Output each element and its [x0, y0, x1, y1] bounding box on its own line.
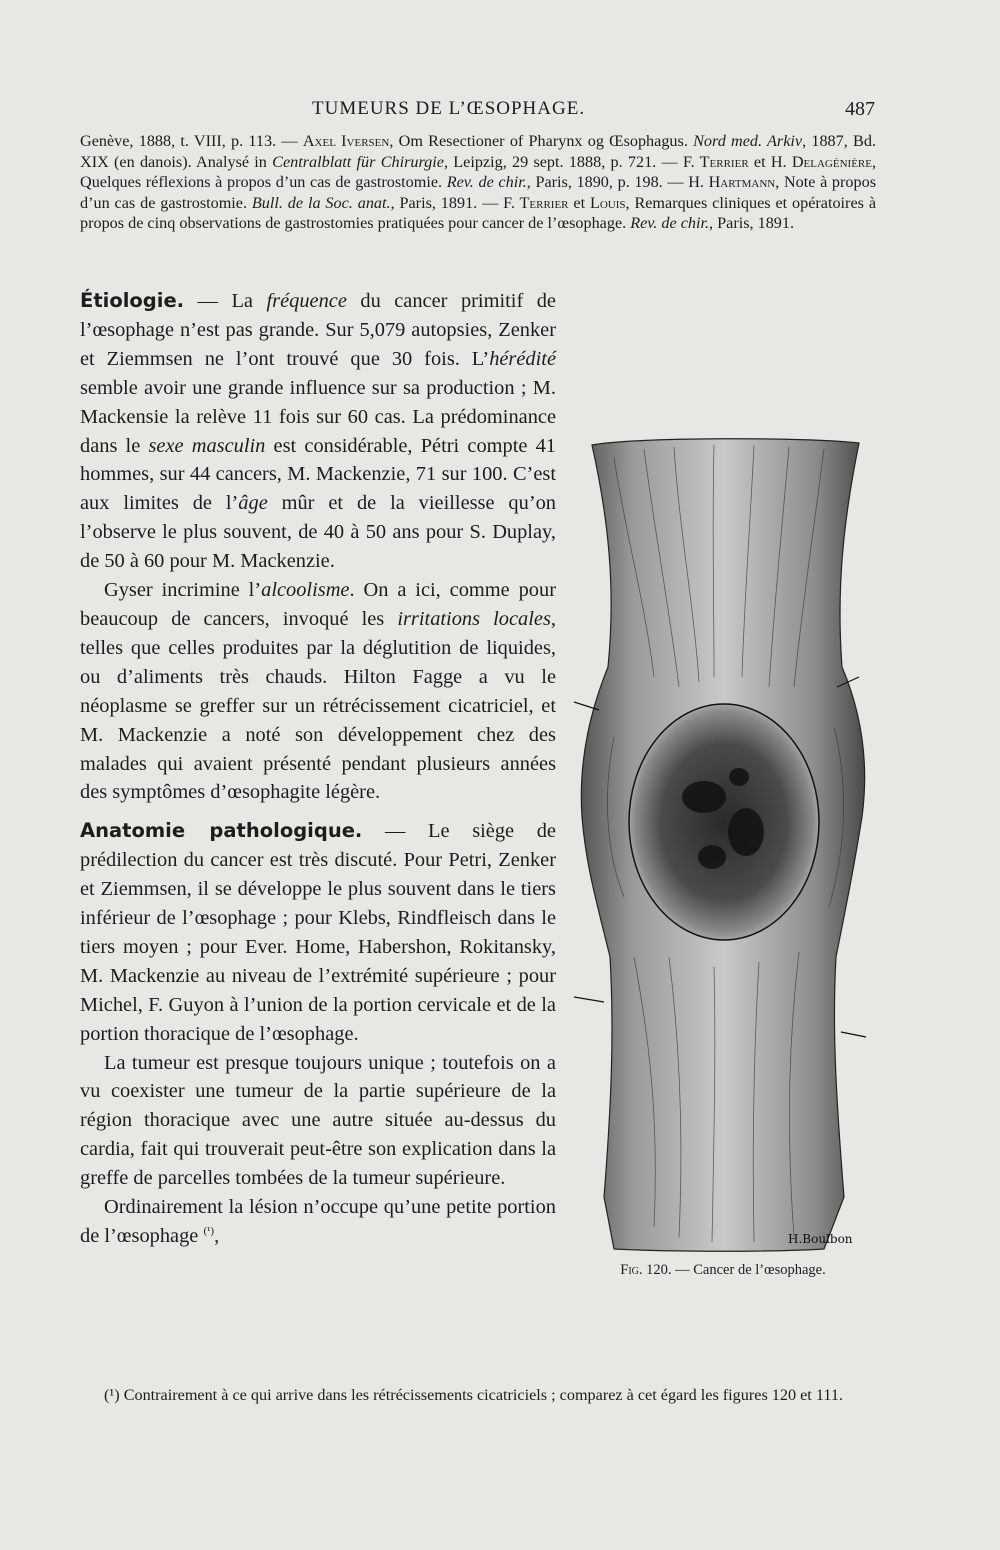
anatomie-paragraph: Anatomie pathologique. — Le siège de prédilection du cancer est très discuté. Pour Petri, Zenker et Ziemmsen, il se développe le plus souvent dans le tiers inférieur de l’œsophage ; pour Klebs, Rindfleisch dans le tiers moyen ; pour Ever. Home, Habershon, Rokitansky, M. Mackenzie au niveau de l’extrémité supérieure ; pour Michel, F. Guyon à l’union de la portion cervicale et de la portion thoracique de l’œsophage.: [80, 819, 556, 1045]
tumor-mass: [629, 704, 819, 940]
emphasis: sexe masculin: [148, 434, 266, 457]
emphasis: fréquence: [266, 290, 347, 312]
author-name: Louis: [589, 193, 626, 212]
tumeur-paragraph: La tumeur est presque toujours unique ; toutefois on a vu coexister une tumeur de la partie supérieure de la région thoracique avec une autre située au-dessus du cardia, fait qui trouverait peut-être son explication dans la greffe de parcelles tombées de la tumeur supérieure.: [80, 1051, 556, 1190]
author-name: F. Terrier: [503, 193, 569, 212]
bibliography-paragraph: Genève, 1888, t. VIII, p. 113. — Axel Iversen, Om Resectioner of Pharynx og Œsophagus. Nord med. Arkiv, 1887, Bd. XIX (en danois). Analysé in Centralblatt für Chirurgie, Leipzig, 29 sept. 1888, p. 721. — F. Terrier et H. Delagénière, Quelques réflexions à propos d’un cas de gastrostomie. Rev. de chir., Paris, 1890, p. 198. — H. Hartmann, Note à propos d’un cas de gastrostomie. Bull. de la Soc. anat., Paris, 1891. — F. Terrier et Louis, Remarques cliniques et opératoires à propos de cinq observations de gastrostomies pratiquées pour cancer de l’œsophage. Rev. de chir., Paris, 1891.: [80, 132, 877, 233]
bibliography-block: [80, 131, 876, 234]
journal-title: Nord med. Arkiv: [693, 132, 803, 150]
emphasis: irritations locales: [397, 607, 551, 630]
journal-title: Centralblatt für Chirurgie: [272, 152, 444, 171]
gyser-paragraph: Gyser incrimine l’alcoolisme. On a ici, comme pour beaucoup de cancers, invoqué les irritations locales, telles que celles produites par la déglutition de liquides, ou d’aliments très chauds. Hilton Fagge a vu le néoplasme se greffer sur un rétrécissement cicatriciel, et M. Mackenzie a noté son développement chez des malades qui avaient présenté pendant plusieurs années des symptômes d’œsophagite légère.: [80, 579, 556, 804]
running-head: [80, 98, 875, 128]
etiologie-paragraph: Étiologie. — La fréquence du cancer primitif de l’œsophage n’est pas grande. Sur 5,079 autopsies, Zenker et Ziemmsen ne l’ont trouvé que 30 fois. L’hérédité semble avoir une grande influence sur sa production ; M. Mackensie la relève 11 fois sur 60 cas. La prédominance dans le sexe masculin est considérable, Pétri compte 41 hommes, sur 44 cancers, M. Mackenzie, 71 sur 100. C’est aux limites de l’âge mûr et de la vieillesse qu’on l’observe le plus souvent, de 40 à 50 ans pour S. Duplay, de 50 à 60 pour M. Mackenzie.: [80, 289, 556, 573]
section-heading-etiologie: Étiologie.: [80, 289, 185, 312]
journal-title: Rev. de chir.: [446, 173, 527, 192]
figure-caption: [574, 1261, 872, 1279]
running-title: TUMEURS DE L’ŒSOPHAGE.: [312, 98, 586, 119]
page-number: 487: [845, 98, 875, 120]
author-name: Axel Iversen: [302, 132, 390, 150]
journal-title: Rev. de chir.: [630, 214, 710, 233]
emphasis: alcoolisme: [261, 579, 350, 602]
illustrator-signature: H.Boulbon: [788, 1232, 853, 1246]
emphasis: hérédité: [489, 347, 556, 370]
footnote-marker: (¹): [104, 1386, 120, 1404]
main-text: [80, 287, 876, 1285]
figure-120: [574, 437, 872, 1285]
lesion-paragraph: Ordinairement la lésion n’occupe qu’une petite portion de l’œsophage $^{(^1)}$,: [80, 1196, 556, 1247]
figure-caption-text: — Cancer de l’œsophage.: [671, 1262, 826, 1278]
figure-label: Fig. 120.: [620, 1262, 672, 1278]
emphasis: âge: [238, 492, 268, 515]
author-name: H. Hartmann: [688, 173, 776, 192]
esophagus-illustration: [574, 437, 872, 1255]
section-heading-anatomie: Anatomie pathologique.: [80, 819, 363, 843]
footnote-reference[interactable]: (¹): [203, 1225, 215, 1238]
author-name: H. Delagénière: [770, 152, 872, 171]
author-name: F. Terrier: [682, 152, 749, 171]
journal-title: Bull. de la Soc. anat.: [251, 193, 391, 212]
footnote-text: (¹) Contrairement à ce qui arrive dans les rétrécissements cicatriciels ; comparez à cet égard les figures 120 et 111.: [104, 1386, 843, 1404]
footnote: [80, 1385, 876, 1406]
